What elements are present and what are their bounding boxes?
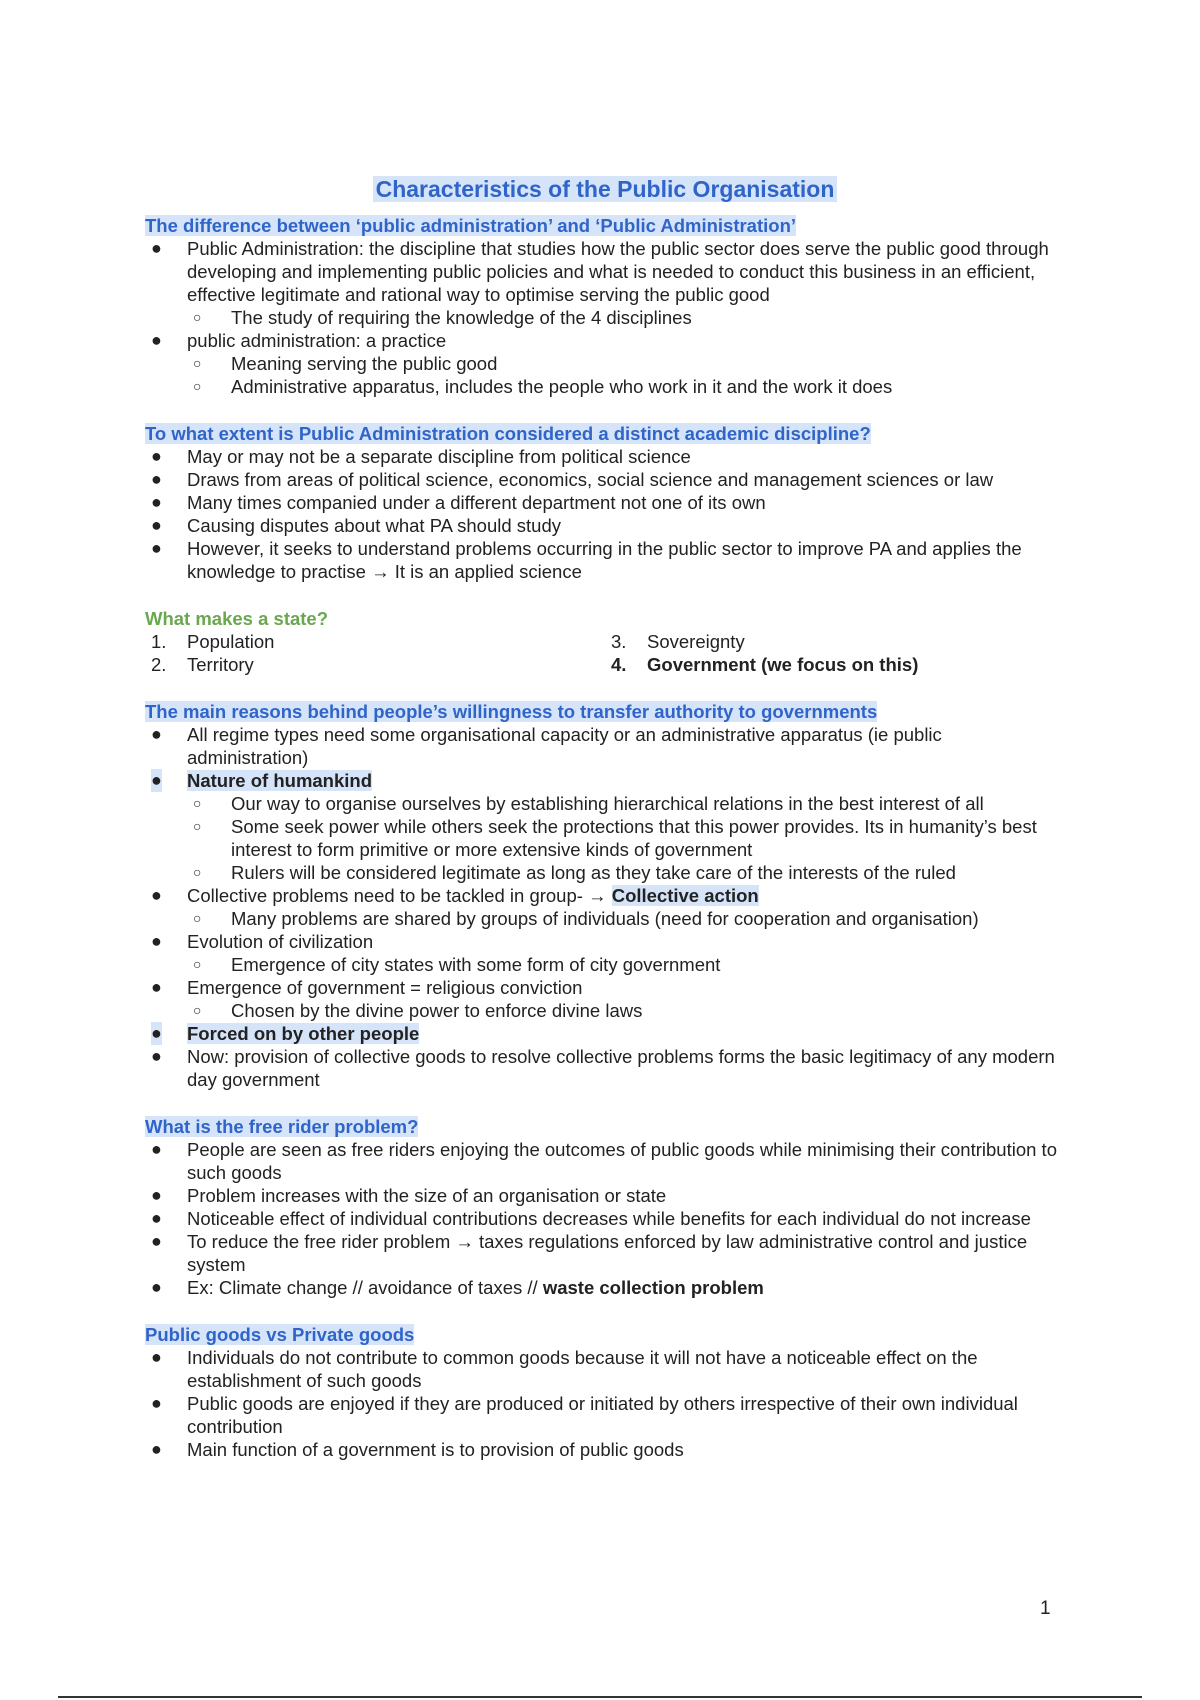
section-pa-difference bbox=[145, 214, 1065, 398]
bullet-icon: ● bbox=[151, 538, 162, 558]
list-item: ● Evolution of civilization ○ Emergence of city states with some form of city government bbox=[145, 930, 1065, 976]
list-item: ● May or may not be a separate discipline from political science bbox=[151, 446, 691, 467]
bullet-icon: ● bbox=[151, 446, 162, 466]
list-item: ● Draws from areas of political science, economics, social science and management sciences or law bbox=[151, 469, 994, 490]
footer-rule bbox=[58, 1696, 1142, 1698]
bullet-icon: ● bbox=[151, 492, 162, 512]
bullet-icon: ● bbox=[151, 1439, 162, 1459]
list-item: ● Public Administration: the discipline that studies how the public sector does serve the public good through developing and implementing public policies and what is needed to conduct this business in an efficient, effective legitimate and rational way to optimise serving the public good ○ The study of requiring the knowledge of the 4 disciplines bbox=[145, 237, 1065, 329]
bullet-icon: ● bbox=[151, 1277, 162, 1297]
sub-list-item: ○ Administrative apparatus, includes the people who work in it and the work it does bbox=[193, 376, 893, 397]
numbered-list-left bbox=[145, 630, 605, 676]
bullet-list bbox=[145, 1346, 1065, 1461]
section-heading: The main reasons behind people’s willingness to transfer authority to governments bbox=[145, 701, 878, 722]
bullet-list bbox=[145, 1138, 1065, 1299]
list-item: ● Noticeable effect of individual contributions decreases while benefits for each individual do not increase bbox=[151, 1208, 1031, 1229]
bullet-icon: ● bbox=[151, 238, 162, 258]
list-item: ● Forced on by other people bbox=[151, 1023, 420, 1044]
bullet-icon: ● bbox=[151, 1393, 162, 1413]
sub-bullet-icon: ○ bbox=[193, 355, 202, 371]
sub-bullet-icon: ○ bbox=[193, 1002, 202, 1018]
list-item: ● People are seen as free riders enjoying the outcomes of public goods while minimising their contribution to such goods bbox=[151, 1139, 1057, 1183]
bullet-list bbox=[145, 445, 1065, 583]
list-item: ● However, it seeks to understand problems occurring in the public sector to improve PA and applies the knowledge to practise → It is an applied science bbox=[151, 538, 1022, 582]
page-number: 1 bbox=[1040, 1598, 1051, 1619]
section-state bbox=[145, 607, 1065, 676]
section-public-private-goods bbox=[145, 1323, 1065, 1461]
list-item: ● Main function of a government is to provision of public goods bbox=[151, 1439, 684, 1460]
bullet-icon: ● bbox=[151, 1046, 162, 1066]
bullet-icon: ● bbox=[151, 1023, 162, 1043]
bullet-icon: ● bbox=[151, 885, 162, 905]
bullet-icon: ● bbox=[151, 515, 162, 535]
bullet-icon: ● bbox=[151, 1139, 162, 1159]
section-distinct-discipline bbox=[145, 422, 1065, 583]
sub-bullet-icon: ○ bbox=[193, 910, 202, 926]
bullet-icon: ● bbox=[151, 1231, 162, 1251]
sub-list bbox=[187, 352, 1065, 398]
numbered-columns bbox=[145, 630, 1065, 676]
sub-bullet-icon: ○ bbox=[193, 795, 202, 811]
numbered-item: 2. Territory bbox=[151, 654, 254, 675]
section-heading: What makes a state? bbox=[145, 608, 329, 629]
bullet-list bbox=[145, 723, 1065, 1091]
sub-bullet-icon: ○ bbox=[193, 956, 202, 972]
bullet-icon: ● bbox=[151, 770, 162, 790]
list-item: ● Problem increases with the size of an organisation or state bbox=[151, 1185, 667, 1206]
sub-list-item: ○ Our way to organise ourselves by establishing hierarchical relations in the best interest of all bbox=[193, 793, 984, 814]
sub-bullet-icon: ○ bbox=[193, 309, 202, 325]
list-item: ● Causing disputes about what PA should study bbox=[151, 515, 562, 536]
numbered-item: 3. Sovereignty bbox=[611, 631, 745, 652]
section-heading: What is the free rider problem? bbox=[145, 1116, 419, 1137]
document-page bbox=[145, 174, 1065, 1485]
sub-list-item: ○ The study of requiring the knowledge of the 4 disciplines bbox=[193, 307, 692, 328]
bullet-icon: ● bbox=[151, 330, 162, 350]
section-heading: The difference between ‘public administration’ and ‘Public Administration’ bbox=[145, 215, 797, 236]
bullet-list bbox=[145, 237, 1065, 398]
title-text: Characteristics of the Public Organisation bbox=[373, 176, 838, 202]
sub-list-item: ○ Emergence of city states with some form of city government bbox=[193, 954, 721, 975]
list-item: ● Collective problems need to be tackled in group- → Collective action ○ Many problems are shared by groups of individuals (need for cooperation and organisation) bbox=[145, 884, 1065, 930]
sub-list-item: ○ Rulers will be considered legitimate as long as they take care of the interests of the ruled bbox=[193, 862, 956, 883]
numbered-list-right bbox=[605, 630, 1065, 676]
list-item: ● To reduce the free rider problem → taxes regulations enforced by law administrative control and justice system bbox=[151, 1231, 1028, 1275]
sub-bullet-icon: ○ bbox=[193, 864, 202, 880]
list-item: ● Now: provision of collective goods to resolve collective problems forms the basic legitimacy of any modern day government bbox=[151, 1046, 1055, 1090]
sub-list-item: ○ Meaning serving the public good bbox=[193, 353, 498, 374]
sub-bullet-icon: ○ bbox=[193, 818, 202, 834]
sub-list bbox=[187, 792, 1065, 884]
bullet-icon: ● bbox=[151, 724, 162, 744]
list-item: ● All regime types need some organisational capacity or an administrative apparatus (ie public administration) bbox=[151, 724, 942, 768]
sub-list-item: ○ Chosen by the divine power to enforce divine laws bbox=[193, 1000, 643, 1021]
section-heading: Public goods vs Private goods bbox=[145, 1324, 415, 1345]
sub-bullet-icon: ○ bbox=[193, 378, 202, 394]
sub-list bbox=[187, 953, 1065, 976]
sub-list bbox=[187, 907, 1065, 930]
sub-list bbox=[187, 306, 1065, 329]
bullet-icon: ● bbox=[151, 1347, 162, 1367]
list-item: ● Ex: Climate change // avoidance of taxes // waste collection problem bbox=[151, 1277, 764, 1298]
bullet-icon: ● bbox=[151, 469, 162, 489]
bullet-icon: ● bbox=[151, 1185, 162, 1205]
bullet-icon: ● bbox=[151, 931, 162, 951]
sub-list-item: ○ Many problems are shared by groups of individuals (need for cooperation and organisation) bbox=[193, 908, 979, 929]
bullet-icon: ● bbox=[151, 1208, 162, 1228]
numbered-item: 4. Government (we focus on this) bbox=[611, 654, 919, 675]
list-item: ● Nature of humankind ○ Our way to organise ourselves by establishing hierarchical relations in the best interest of all ○ Some seek power while others seek the protections that this power provides. Its in humanity’s best interest to form primitive or more extensive kinds of government ○ Rulers will be considered legitimate as long as they take care of the interests of the ruled bbox=[145, 769, 1065, 884]
list-item: ● Emergence of government = religious conviction ○ Chosen by the divine power to enforce divine laws bbox=[145, 976, 1065, 1022]
list-item: ● Public goods are enjoyed if they are produced or initiated by others irrespective of their own individual contribution bbox=[151, 1393, 1018, 1437]
sub-list bbox=[187, 999, 1065, 1022]
list-item: ● Many times companied under a different department not one of its own bbox=[151, 492, 766, 513]
section-heading: To what extent is Public Administration considered a distinct academic discipline? bbox=[145, 423, 871, 444]
list-item: ● Individuals do not contribute to common goods because it will not have a noticeable effect on the establishment of such goods bbox=[151, 1347, 978, 1391]
list-item: ● public administration: a practice ○ Meaning serving the public good ○ Administrative apparatus, includes the people who work in it and the work it does bbox=[145, 329, 1065, 398]
section-free-rider bbox=[145, 1115, 1065, 1299]
bullet-icon: ● bbox=[151, 977, 162, 997]
numbered-item: 1. Population bbox=[151, 631, 275, 652]
section-transfer-authority bbox=[145, 700, 1065, 1091]
page-title bbox=[145, 174, 1065, 204]
sub-list-item: ○ Some seek power while others seek the protections that this power provides. Its in humanity’s best interest to form primitive or more extensive kinds of government bbox=[193, 816, 1037, 860]
